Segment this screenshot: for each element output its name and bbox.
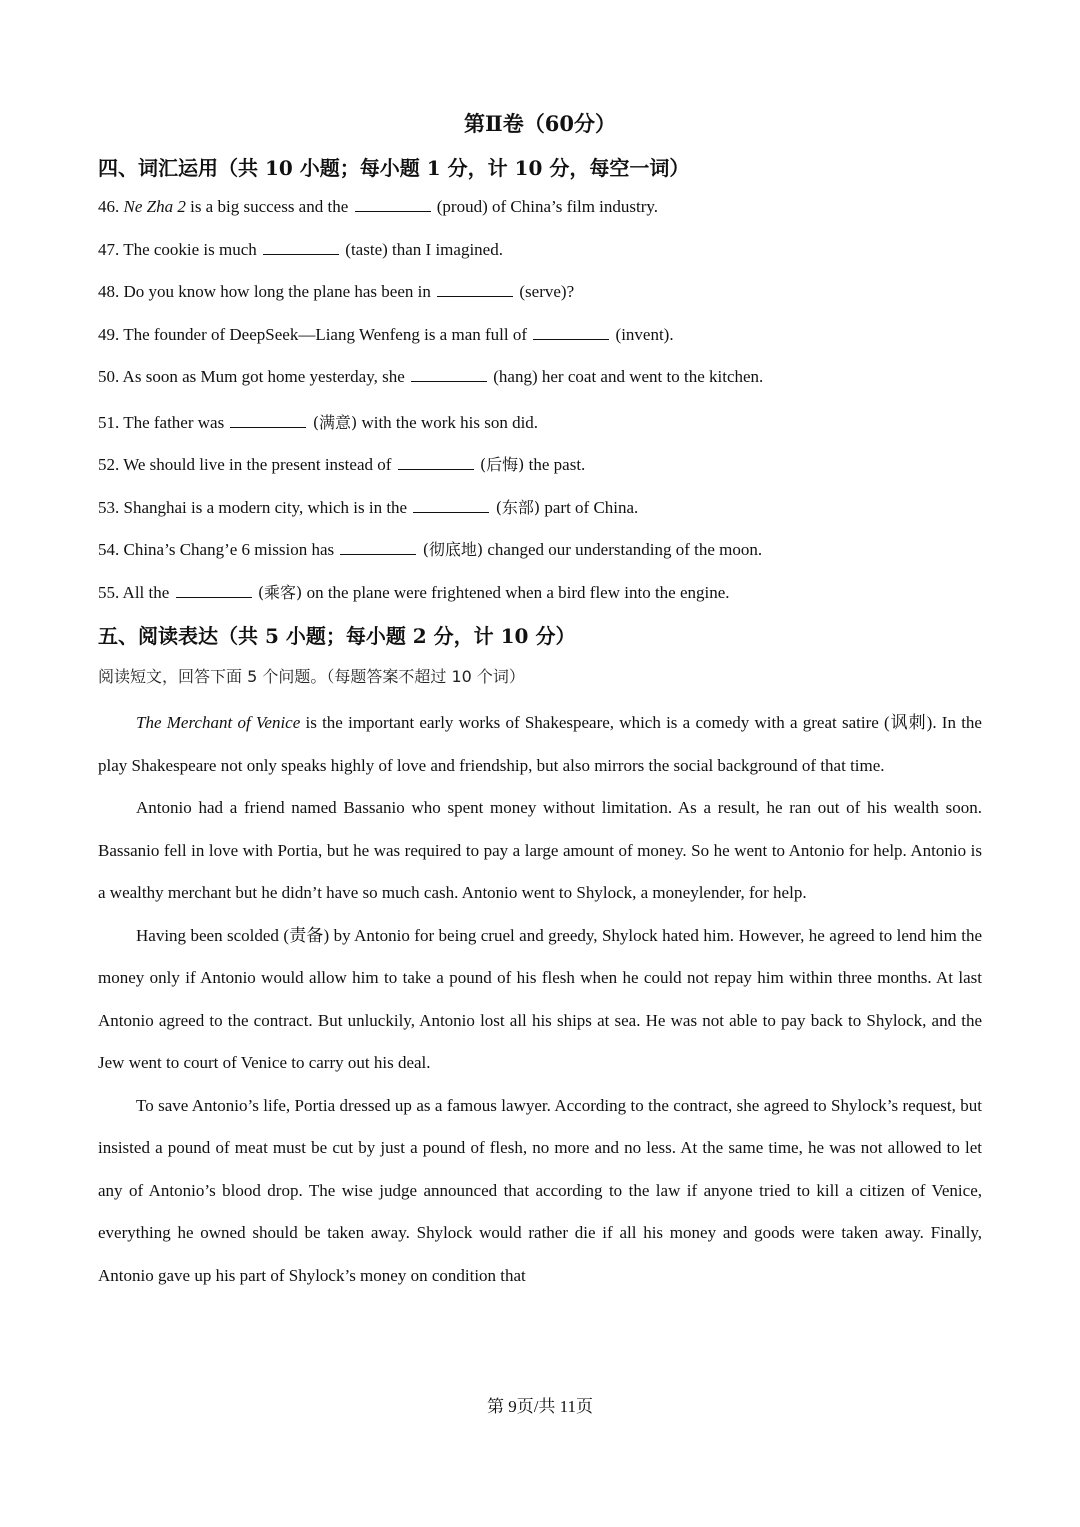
item-text-after: the past. xyxy=(524,455,586,474)
item-hint: (满意) xyxy=(312,412,358,432)
item-number: 55. xyxy=(98,582,120,602)
vocab-item xyxy=(98,282,574,302)
answer-blank[interactable] xyxy=(263,240,339,255)
answer-blank[interactable] xyxy=(355,197,431,212)
item-text-before: As soon as Mum got home yesterday, she xyxy=(119,367,405,386)
item-text-before: is a big success and the xyxy=(185,197,349,216)
item-hint: (东部) xyxy=(495,497,541,517)
item-number: 47. xyxy=(98,239,120,259)
answer-blank[interactable] xyxy=(340,540,416,555)
vocab-item xyxy=(98,452,585,475)
vocab-item xyxy=(98,495,638,518)
item-hint: (hang) xyxy=(493,367,538,386)
item-text-before: The cookie is much xyxy=(119,239,257,259)
item-text-after: changed our understanding of the moon. xyxy=(483,540,763,559)
item-text-before: China’s Chang’e 6 mission has xyxy=(119,540,335,559)
vocab-item xyxy=(98,325,674,345)
section-5-heading: 五、阅读表达（共 5 小题；每小题 2 分，计 10 分） xyxy=(98,624,576,648)
item-text-before: The father was xyxy=(119,412,225,432)
vocab-item xyxy=(98,197,658,217)
vocab-item xyxy=(98,410,538,433)
paper-title: 第Ⅱ卷（60分） xyxy=(464,111,616,136)
vocab-item xyxy=(98,537,762,560)
answer-blank[interactable] xyxy=(437,282,513,297)
answer-blank[interactable] xyxy=(413,498,489,513)
item-number: 46. xyxy=(98,197,120,216)
item-number: 50. xyxy=(98,367,120,386)
item-text-before: Shanghai is a modern city, which is in the xyxy=(119,497,408,517)
item-text-after: part of China. xyxy=(540,497,639,517)
passage-paragraph-2: Antonio had a friend named Bassanio who spent money without limitation. As a result, he ran out of his wealth soon. Bassanio fell in love with Portia, but he was required to pay a large amount of money. So he went to Antonio for help. Antonio is a wealthy merchant but he didn’t have so much cash. Antonio went to Shylock, a moneylender, for help. xyxy=(98,798,982,902)
item-hint: (serve)? xyxy=(519,282,575,301)
item-number: 54. xyxy=(98,540,120,559)
item-text-after: than I imagined. xyxy=(387,239,503,259)
passage-paragraph-3: Having been scolded (责备) by Antonio for being cruel and greedy, Shylock hated him. However, he agreed to lend him the money only if Antonio would allow him to take a pound of his flesh when he could not repay him within three months. At last Antonio agreed to the contract. But unluckily, Antonio lost all his ships at sea. He was not able to pay back to Shylock, and the Jew went to court of Venice to carry out his deal. xyxy=(98,925,982,1072)
answer-blank[interactable] xyxy=(176,583,252,598)
section-4-heading: 四、词汇运用（共 10 小题；每小题 1 分，计 10 分，每空一词） xyxy=(98,156,690,180)
item-number: 49. xyxy=(98,324,120,344)
passage-paragraph-1: The Merchant of Venice is the important early works of Shakespeare, which is a comedy with a great satire (讽刺). In the play Shakespeare not only speaks highly of love and friendship, but also mirrors the social background of that time. xyxy=(98,713,982,775)
item-text-before: All the xyxy=(119,582,170,602)
item-hint: (乘客) xyxy=(257,582,303,602)
item-hint: (后悔) xyxy=(479,455,525,474)
item-text-before: The founder of DeepSeek—Liang Wenfeng is a man full of xyxy=(119,324,528,344)
item-hint: (proud) xyxy=(436,197,488,216)
answer-blank[interactable] xyxy=(411,367,487,382)
vocab-item xyxy=(98,580,730,603)
item-hint: (taste) xyxy=(345,239,388,259)
item-hint: (invent). xyxy=(615,324,674,344)
answer-blank[interactable] xyxy=(230,413,306,428)
vocab-item xyxy=(98,240,503,260)
item-number: 48. xyxy=(98,282,120,301)
page-footer: 第 9页/共 11页 xyxy=(486,1397,594,1416)
item-hint: (彻底地) xyxy=(422,540,484,559)
item-text-before: Do you know how long the plane has been in xyxy=(119,282,431,301)
item-italic-title: Ne Zha 2 xyxy=(123,197,186,216)
item-text-after: of China’s film industry. xyxy=(487,197,659,216)
reading-passage xyxy=(98,702,982,1297)
item-text-before: We should live in the present instead of xyxy=(119,455,392,474)
item-text-after: her coat and went to the kitchen. xyxy=(537,367,764,386)
item-text-after: with the work his son did. xyxy=(357,412,539,432)
item-number: 51. xyxy=(98,412,120,432)
item-text-after: on the plane were frightened when a bird flew into the engine. xyxy=(302,582,730,602)
reading-instruction: 阅读短文，回答下面 5 个问题。（每题答案不超过 10 个词） xyxy=(98,667,525,686)
answer-blank[interactable] xyxy=(533,325,609,340)
answer-blank[interactable] xyxy=(398,455,474,470)
item-number: 53. xyxy=(98,497,120,517)
vocab-item xyxy=(98,367,763,387)
passage-paragraph-4: To save Antonio’s life, Portia dressed up as a famous lawyer. According to the contract, she agreed to Shylock’s request, but insisted a pound of meat must be cut by just a pound of flesh, no more and no less. At the same time, he was not allowed to let any of Antonio’s blood drop. The wise judge announced that according to the law if anyone tried to kill a citizen of Venice, everything he owned should be taken away. Shylock would rather die if all his money and goods were taken away. Finally, Antonio gave up his part of Shylock’s money on condition that xyxy=(98,1095,982,1285)
item-number: 52. xyxy=(98,455,120,474)
